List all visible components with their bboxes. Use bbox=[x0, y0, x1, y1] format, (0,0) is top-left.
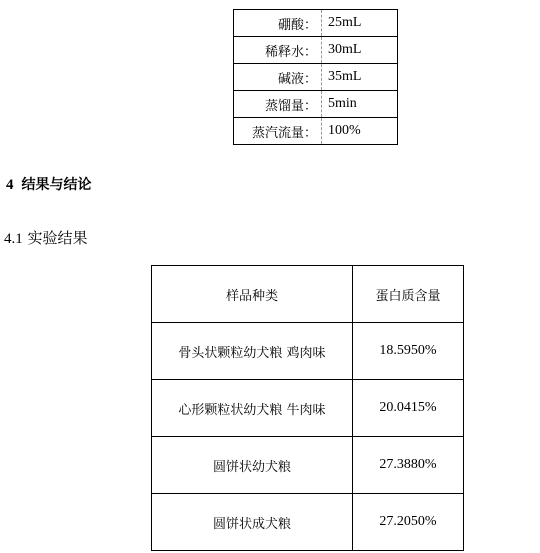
protein-cell: 20.0415% bbox=[353, 380, 464, 437]
param-label: 蒸馏量： bbox=[234, 91, 322, 118]
sample-cell: 心形颗粒状幼犬粮 牛肉味 bbox=[152, 380, 353, 437]
protein-results-table bbox=[151, 265, 464, 551]
param-value: 5min bbox=[322, 91, 398, 118]
table-row bbox=[152, 494, 464, 551]
subsection-title: 实验结果 bbox=[27, 229, 88, 247]
param-value: 25mL bbox=[322, 10, 398, 37]
column-header-sample: 样品种类 bbox=[152, 266, 353, 323]
table-header-row bbox=[152, 266, 464, 323]
param-label: 硼酸： bbox=[234, 10, 322, 37]
section-number: 4 bbox=[6, 177, 14, 193]
sample-cell: 圆饼状幼犬粮 bbox=[152, 437, 353, 494]
distillation-parameters-table bbox=[233, 9, 398, 145]
protein-cell: 27.2050% bbox=[353, 494, 464, 551]
param-label: 蒸汽流量： bbox=[234, 118, 322, 145]
sample-cell: 圆饼状成犬粮 bbox=[152, 494, 353, 551]
subsection-number: 4.1 bbox=[4, 231, 23, 247]
table-row bbox=[234, 118, 398, 145]
section-heading bbox=[6, 174, 92, 194]
table-row bbox=[234, 91, 398, 118]
param-value: 30mL bbox=[322, 37, 398, 64]
section-title: 结果与结论 bbox=[21, 177, 92, 193]
param-label: 碱液： bbox=[234, 64, 322, 91]
table-row bbox=[234, 64, 398, 91]
table-row bbox=[234, 10, 398, 37]
table-row bbox=[152, 380, 464, 437]
sample-cell: 骨头状颗粒幼犬粮 鸡肉味 bbox=[152, 323, 353, 380]
column-header-protein: 蛋白质含量 bbox=[353, 266, 464, 323]
param-label: 稀释水： bbox=[234, 37, 322, 64]
param-value: 100% bbox=[322, 118, 398, 145]
subsection-heading bbox=[4, 227, 88, 248]
param-value: 35mL bbox=[322, 64, 398, 91]
table-row bbox=[234, 37, 398, 64]
protein-cell: 18.5950% bbox=[353, 323, 464, 380]
protein-cell: 27.3880% bbox=[353, 437, 464, 494]
table-row bbox=[152, 437, 464, 494]
table-row bbox=[152, 323, 464, 380]
